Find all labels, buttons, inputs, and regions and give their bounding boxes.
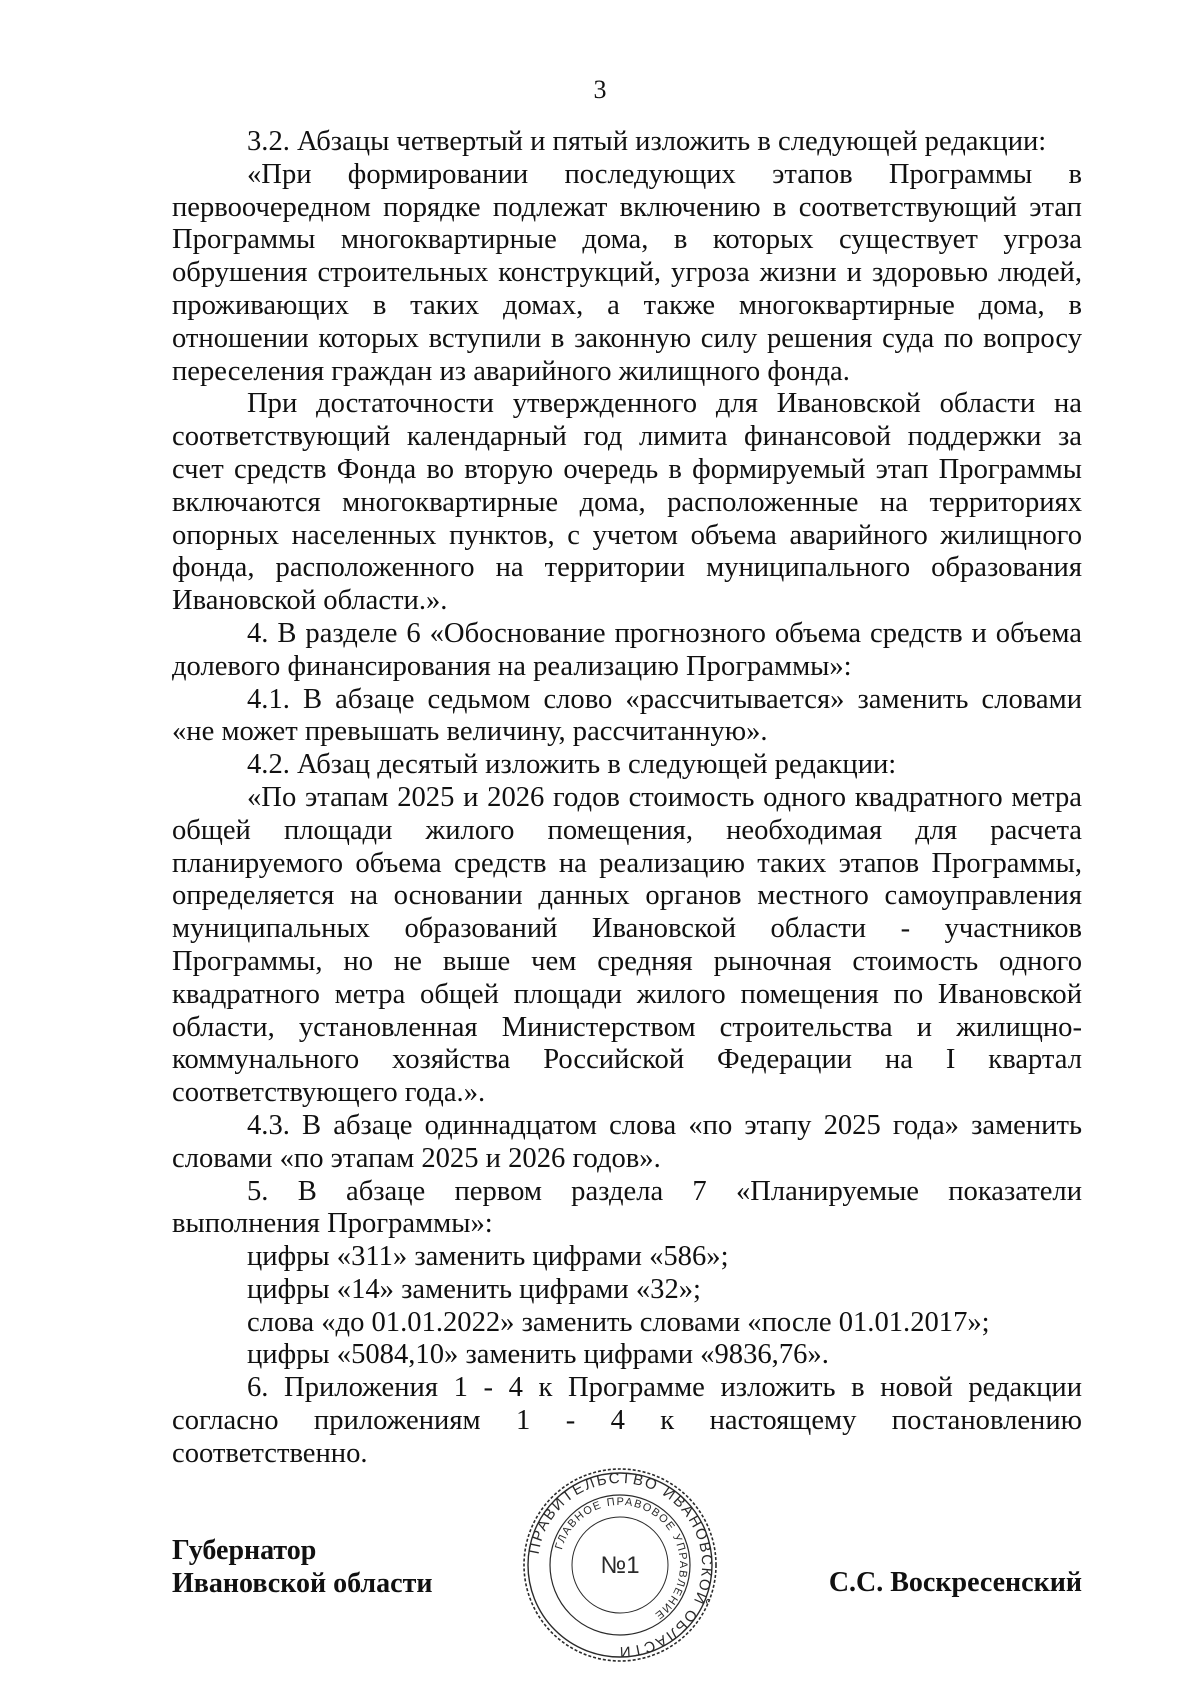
signature-block [172, 1535, 1082, 1615]
signer-title-line1: Губернатор [172, 1535, 317, 1566]
document-body [172, 126, 1082, 1471]
signer-title-line2: Ивановской области [172, 1567, 433, 1599]
paragraph-3-2: 3.2. Абзацы четвертый и пятый изложить в следующей редакции: [247, 126, 1047, 157]
paragraph-6: 6. Приложения 1 - 4 к Программе изложить в новой редакции согласно приложениям 1 - 4 к настоящему постановлению соответственно. [172, 1372, 1082, 1469]
paragraph-4-1: 4.1. В абзаце седьмом слово «рассчитывается» заменить словами «не может превышать величину, рассчитанную». [172, 683, 1082, 748]
paragraph-quote-first-priority: «При формировании последующих этапов Программы в первоочередном порядке подлежат включению в соответствующий этап Программы многоквартирные дома, в которых существует угроза обрушения строительных конструкций, угроза жизни и здоровью людей, проживающих в таких домах, а также многоквартирные дома, в отношении которых вступили в законную силу решения суда по вопросу переселения граждан из аварийного жилищного фонда. [172, 158, 1082, 387]
paragraph-4-2: 4.2. Абзац десятый изложить в следующей редакции: [247, 749, 897, 781]
page-number: 3 [593, 75, 607, 104]
seal-inner-text: ГЛАВНОЕ ПРАВОВОЕ УПРАВЛЕНИЕ [553, 1495, 690, 1623]
list-item: цифры «5084,10» заменить цифрами «9836,76». [247, 1339, 829, 1371]
paragraph-4-3: 4.3. В абзаце одиннадцатом слова «по этапу 2025 года» заменить словами «по этапам 2025 и 2026 годов». [172, 1109, 1082, 1174]
paragraph-second-priority: При достаточности утвержденного для Ивановской области на соответствующий календарный год лимита финансовой поддержки за счет средств Фонда во вторую очередь в формируемый этап Программы включаются многоквартирные дома, расположенные на территориях опорных населенных пунктов, с учетом объема аварийного жилищного фонда, расположенного на территории муниципального образования Ивановской области.». [172, 388, 1082, 617]
seal-center-text: №1 [600, 1552, 640, 1579]
signer-name: С.С. Воскресенский [828, 1567, 1082, 1598]
paragraph-quote-cost: «По этапам 2025 и 2026 годов стоимость одного квадратного метра общей площади жилого помещения, необходимая для расчета планируемого объема средств на реализацию таких этапов Программы, определяется на основании данных органов местного самоуправления муниципальных образований Ивановской области - участников Программы, но не выше чем средняя рыночная стоимость одного квадратного метра общей площади жилого помещения по Ивановской области, установленная Министерством строительства и жилищно-коммунального хозяйства Российской Федерации на I квартал соответствующего года.». [172, 781, 1082, 1109]
list-item: цифры «14» заменить цифрами «32»; [247, 1273, 701, 1305]
paragraph-4: 4. В разделе 6 «Обоснование прогнозного объема средств и объема долевого финансирования на реализацию Программы»: [172, 617, 1082, 682]
paragraph-5: 5. В абзаце первом раздела 7 «Планируемые показатели выполнения Программы»: [172, 1175, 1082, 1240]
list-item: слова «до 01.01.2022» заменить словами «после 01.01.2017»; [247, 1306, 990, 1338]
list-item: цифры «311» заменить цифрами «586»; [247, 1241, 729, 1273]
signer-title [172, 1535, 432, 1600]
seal-outer-text: ПРАВИТЕЛЬСТВО ИВАНОВСКОЙ ОБЛАСТИ [525, 1469, 716, 1661]
